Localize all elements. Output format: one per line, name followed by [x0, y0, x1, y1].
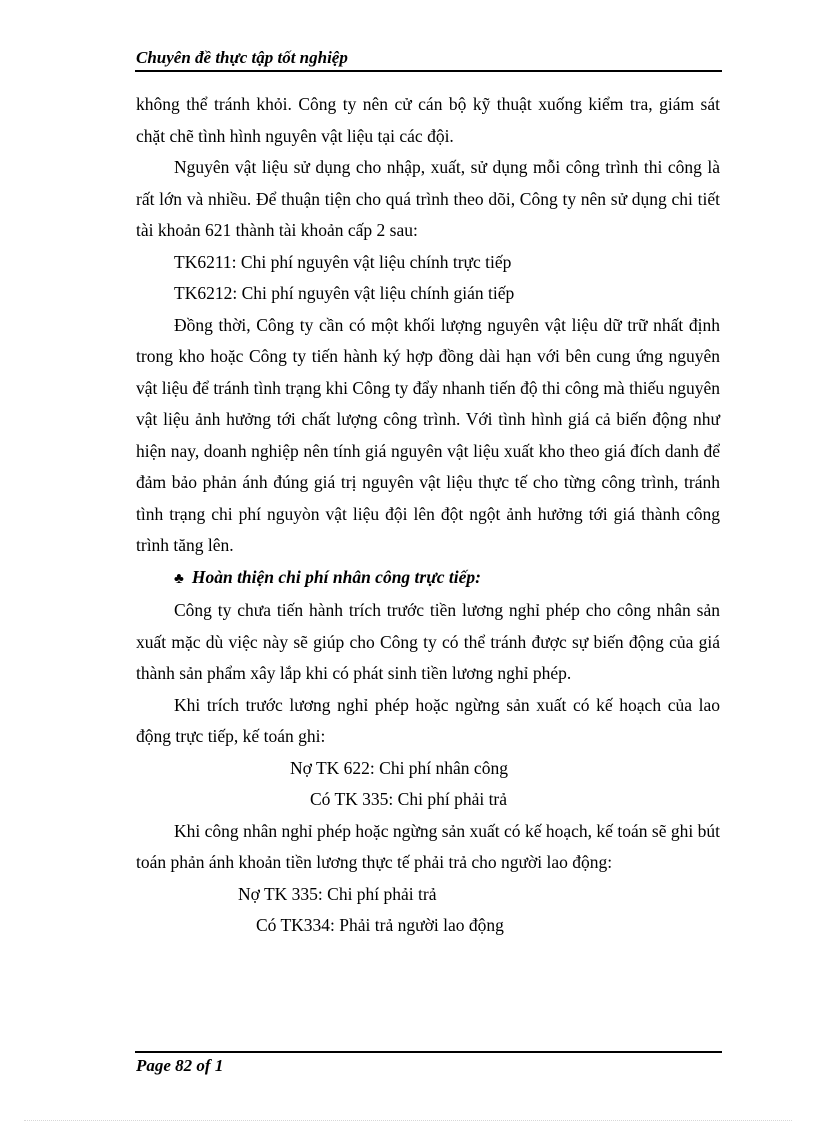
- account-line-6211: TK6211: Chi phí nguyên vật liệu chính trực tiếp: [174, 251, 512, 272]
- club-bullet-icon: ♣: [174, 570, 184, 587]
- paragraph-actual-payment: Khi công nhân nghỉ phép hoặc ngừng sản xuất có kế hoạch, kế toán sẽ ghi bút toán phản ánh khoản tiền lương thực tế phải trả cho người lao động:: [136, 820, 720, 872]
- paragraph-accrual-entry: Khi trích trước lương nghỉ phép hoặc ngừng sản xuất có kế hoạch của lao động trực tiếp, kế toán ghi:: [136, 694, 720, 746]
- journal-entry-1-debit: Nợ TK 622: Chi phí nhân công: [290, 757, 508, 778]
- journal-entry-1-credit: Có TK 335: Chi phí phải trả: [310, 789, 508, 809]
- paragraph-continuation: không thể tránh khỏi. Công ty nên cử cán bộ kỹ thuật xuống kiểm tra, giám sát chặt chẽ tình hình nguyên vật liệu tại các đội.: [136, 94, 720, 146]
- paragraph-vacation-pay: Công ty chưa tiến hành trích trước tiền lương nghỉ phép cho công nhân sản xuất mặc dù việc này sẽ giúp cho Công ty có thể tránh được sự biến động của giá thành sản phẩm xây lắp khi có phát sinh tiền lương nghỉ phép.: [136, 600, 720, 683]
- footer-divider: [135, 1051, 722, 1053]
- header-divider: [135, 70, 722, 72]
- section-heading: [136, 562, 720, 596]
- page-number: Page 82 of 1: [136, 1056, 224, 1075]
- page-bottom-border: [24, 1120, 792, 1121]
- document-body: [136, 89, 720, 942]
- section-heading-text: Hoàn thiện chi phí nhân công trực tiếp:: [191, 566, 481, 587]
- journal-entry-2-debit: Nợ TK 335: Chi phí phải trả: [238, 883, 437, 904]
- paragraph-materials-usage: Nguyên vật liệu sử dụng cho nhập, xuất, sử dụng mỗi công trình thi công là rất lớn và nhiều. Để thuận tiện cho quá trình theo dõi, Công ty nên sử dụng chi tiết tài khoản 621 thành tài khoản cấp 2 sau:: [136, 157, 720, 240]
- header-title: Chuyên đề thực tập tốt nghiệp: [136, 48, 348, 67]
- paragraph-material-reserve: Đồng thời, Công ty cần có một khối lượng nguyên vật liệu dữ trữ nhất định trong kho hoặc Công ty tiến hành ký hợp đồng dài hạn với bên cung ứng nguyên vật liệu để tránh tình trạng khi Công ty đẩy nhanh tiến độ thi công mà thiếu nguyên vật liệu ảnh hưởng tới chất lượng công trình. Với tình hình giá cả biến động như hiện nay, doanh nghiệp nên tính giá nguyên vật liệu xuất kho theo giá đích danh để đảm bảo phản ánh đúng giá trị nguyên vật liệu thực tế cho từng công trình, tránh tình trạng chi phí nguyòn vật liệu đội lên đột ngột ảnh hưởng tới giá thành công trình tăng lên.: [136, 314, 720, 555]
- account-line-6212: TK6212: Chi phí nguyên vật liệu chính gián tiếp: [174, 283, 515, 303]
- journal-entry-2-credit: Có TK334: Phải trả người lao động: [256, 915, 504, 935]
